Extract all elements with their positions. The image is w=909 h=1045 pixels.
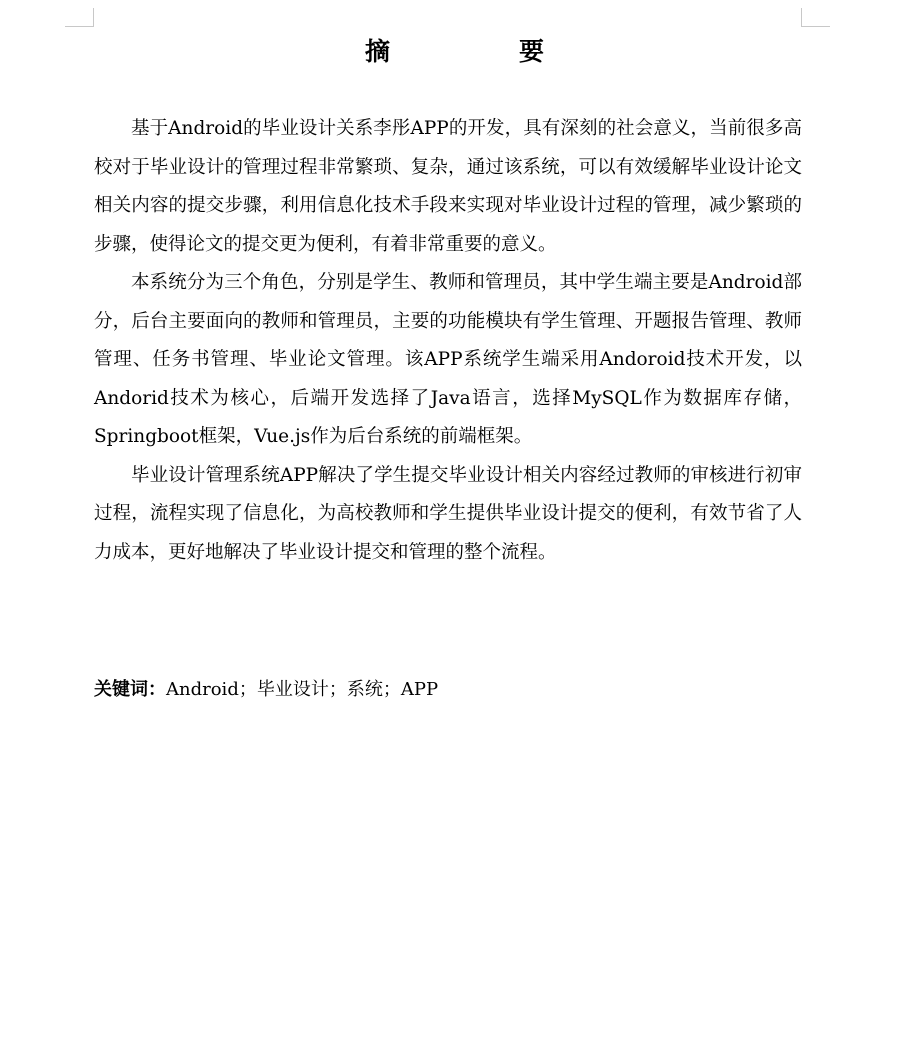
abstract-body: [94, 110, 802, 572]
abstract-paragraph-2: 本系统分为三个角色，分别是学生、教师和管理员，其中学生端主要是Android部分，后台主要面向的教师和管理员，主要的功能模块有学生管理、开题报告管理、教师管理、任务书管理、毕业论文管理。该APP系统学生端采用Andoroid技术开发，以Andorid技术为核心，后端开发选择了Java语言，选择MySQL作为数据库存储，Springboot框架，Vue.js作为后台系统的前端框架。: [94, 272, 802, 447]
keywords-value: Android；毕业设计；系统；APP: [166, 679, 439, 700]
page-corner-mark-left: [65, 8, 94, 27]
abstract-title: 摘 要: [364, 37, 596, 66]
abstract-paragraph-3: 毕业设计管理系统APP解决了学生提交毕业设计相关内容经过教师的审核进行初审过程，流程实现了信息化，为高校教师和学生提供毕业设计提交的便利，有效节省了人力成本，更好地解决了毕业设计提交和管理的整个流程。: [94, 464, 802, 563]
keywords-label: 关键词：: [94, 679, 166, 700]
keywords-line: [94, 676, 438, 704]
abstract-paragraph-1: 基于Android的毕业设计关系李彤APP的开发，具有深刻的社会意义，当前很多高校对于毕业设计的管理过程非常繁琐、复杂，通过该系统，可以有效缓解毕业设计论文相关内容的提交步骤，利用信息化技术手段来实现对毕业设计过程的管理，减少繁琐的步骤，使得论文的提交更为便利，有着非常重要的意义。: [94, 118, 802, 255]
page-corner-mark-right: [801, 8, 830, 27]
